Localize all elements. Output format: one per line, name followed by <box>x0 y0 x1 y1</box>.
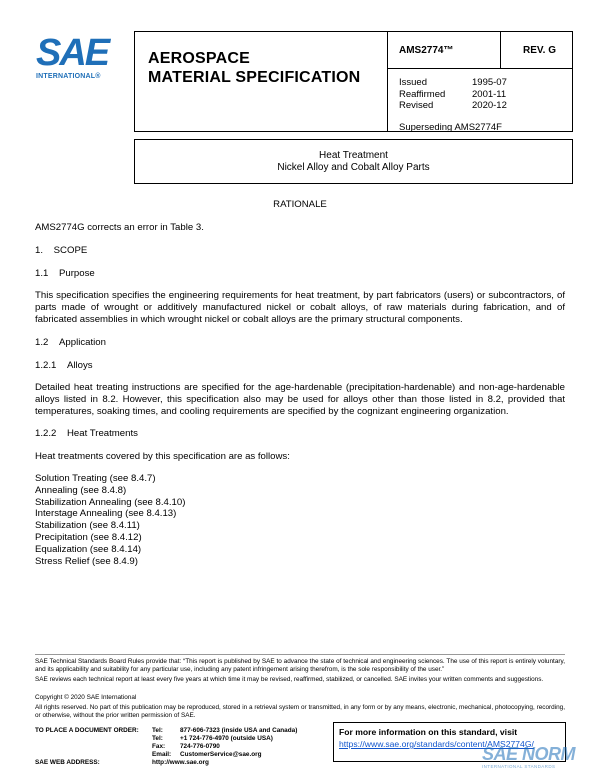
rationale-heading: RATIONALE <box>273 199 327 210</box>
superseding-note: Superseding AMS2774F <box>399 122 502 133</box>
date-row-reaffirmed <box>399 89 507 101</box>
title-line-2: MATERIAL SPECIFICATION <box>148 69 361 86</box>
watermark-subtitle: INTERNATIONAL STANDARDS <box>482 764 556 769</box>
list-item: Stabilization (see 8.4.11) <box>35 520 140 532</box>
section-1-2-1-heading: 1.2.1 Alloys <box>35 360 93 371</box>
web-address: http://www.sae.org <box>152 759 209 766</box>
alloys-paragraph: Detailed heat treating instructions are specified for the age-hardenable (precipitation-hardenable) and non-age-hardenable alloys listed in 8.2. However, this specification also may be used for alloys other than those listed in 8.2, provided that temperatures, soaking times, and cooling requirements are specified by the cognizant engineering organization. <box>35 382 565 417</box>
subject-title-line-2: Nickel Alloy and Cobalt Alloy Parts <box>277 162 430 173</box>
order-label: TO PLACE A DOCUMENT ORDER: <box>35 727 139 734</box>
date-label: Revised <box>399 100 434 111</box>
footer-rules-notice: SAE Technical Standards Board Rules provide that: “This report is published by SAE to advance the state of technical and engineering sciences. The use of this report is entirely voluntary, and its applicability and suitability for any particular use, including any patent infringement arising therefrom, is the sole responsibility of the user.” <box>35 658 565 673</box>
title-line-1: AEROSPACE <box>148 50 250 67</box>
section-1-1-heading: 1.1 Purpose <box>35 268 95 279</box>
logo-subtitle: INTERNATIONAL <box>36 73 96 80</box>
date-row-revised <box>399 100 507 112</box>
footer-divider <box>35 654 565 655</box>
standard-link[interactable]: https://www.sae.org/standards/content/AMS2774G/ <box>339 739 534 749</box>
list-item: Equalization (see 8.4.14) <box>35 543 142 555</box>
list-item: Stress Relief (see 8.4.9) <box>35 555 138 567</box>
registered-mark: ® <box>95 73 101 80</box>
logo-wordmark: SAE <box>36 32 109 74</box>
section-1-2-heading: 1.2 Application <box>35 337 106 348</box>
date-value: 2020-12 <box>472 100 507 111</box>
section-1-2-2-heading: 1.2.2 Heat Treatments <box>35 428 138 439</box>
footer-rights-notice: All rights reserved. No part of this publication may be reproduced, stored in a retrieval system or transmitted, in any form or by any means, electronic, mechanical, photocopying, recording, or otherwise, without the prior written permission of SAE. <box>35 704 565 719</box>
rationale-text: AMS2774G corrects an error in Table 3. <box>35 222 204 233</box>
purpose-paragraph: This specification specifies the engineering requirements for heat treatment, by part fabricators (users) or subcontractors, of parts made of wrought or additively manufactured nickel or cobalt alloys, of raw materials during fabrication, and of fabricated assemblies in which wrought nickel or cobalt alloys are the primary structural components. <box>35 290 565 325</box>
revision-label: REV. G <box>523 45 556 56</box>
date-value: 2001-11 <box>472 88 507 100</box>
list-item: Annealing (see 8.4.8) <box>35 484 127 496</box>
order-contact-block: TO PLACE A DOCUMENT ORDER: Tel: 877-606-7323 (inside USA and Canada) Tel: +1 724-776-4970 (outside USA) Fax: 724-776-0790 Email: CustomerService@sae.org SAE WEB ADDRESS: http://www.sae.org <box>35 727 298 766</box>
subject-title-line-1: Heat Treatment <box>319 150 388 161</box>
list-item: Solution Treating (see 8.4.7) <box>35 473 156 484</box>
more-info-title: For more information on this standard, visit <box>339 727 518 737</box>
spec-row-divider <box>500 31 501 69</box>
list-item: Interstage Annealing (see 8.4.13) <box>35 508 177 520</box>
section-1-heading: 1. SCOPE <box>35 245 88 256</box>
phone-intl: +1 724-776-4970 (outside USA) <box>180 735 273 742</box>
heat-treatments-intro: Heat treatments covered by this specification are as follows: <box>35 451 290 462</box>
date-label: Reaffirmed <box>399 88 446 100</box>
footer-review-notice: SAE reviews each technical report at least every five years at which time it may be revised, reaffirmed, stabilized, or cancelled. SAE invites your written comments and suggestions. <box>35 676 544 683</box>
date-row-issued <box>399 77 507 89</box>
spec-number: AMS2774™ <box>399 45 454 56</box>
fax-number: 724-776-0790 <box>180 743 220 750</box>
sae-logo <box>36 34 120 80</box>
web-label: SAE WEB ADDRESS: <box>35 759 100 766</box>
date-value: 1995-07 <box>472 77 507 88</box>
heat-treatment-list <box>35 473 185 567</box>
email-address: CustomerService@sae.org <box>180 751 262 758</box>
date-label: Issued <box>399 77 427 88</box>
list-item: Stabilization Annealing (see 8.4.10) <box>35 496 186 508</box>
phone-usa: 877-606-7323 (inside USA and Canada) <box>180 727 298 734</box>
document-type-title <box>148 49 360 87</box>
list-item: Precipitation (see 8.4.12) <box>35 531 142 543</box>
date-table <box>399 77 507 112</box>
footer-copyright: Copyright © 2020 SAE International <box>35 694 137 701</box>
watermark-logo: SAE NORM <box>482 744 576 764</box>
